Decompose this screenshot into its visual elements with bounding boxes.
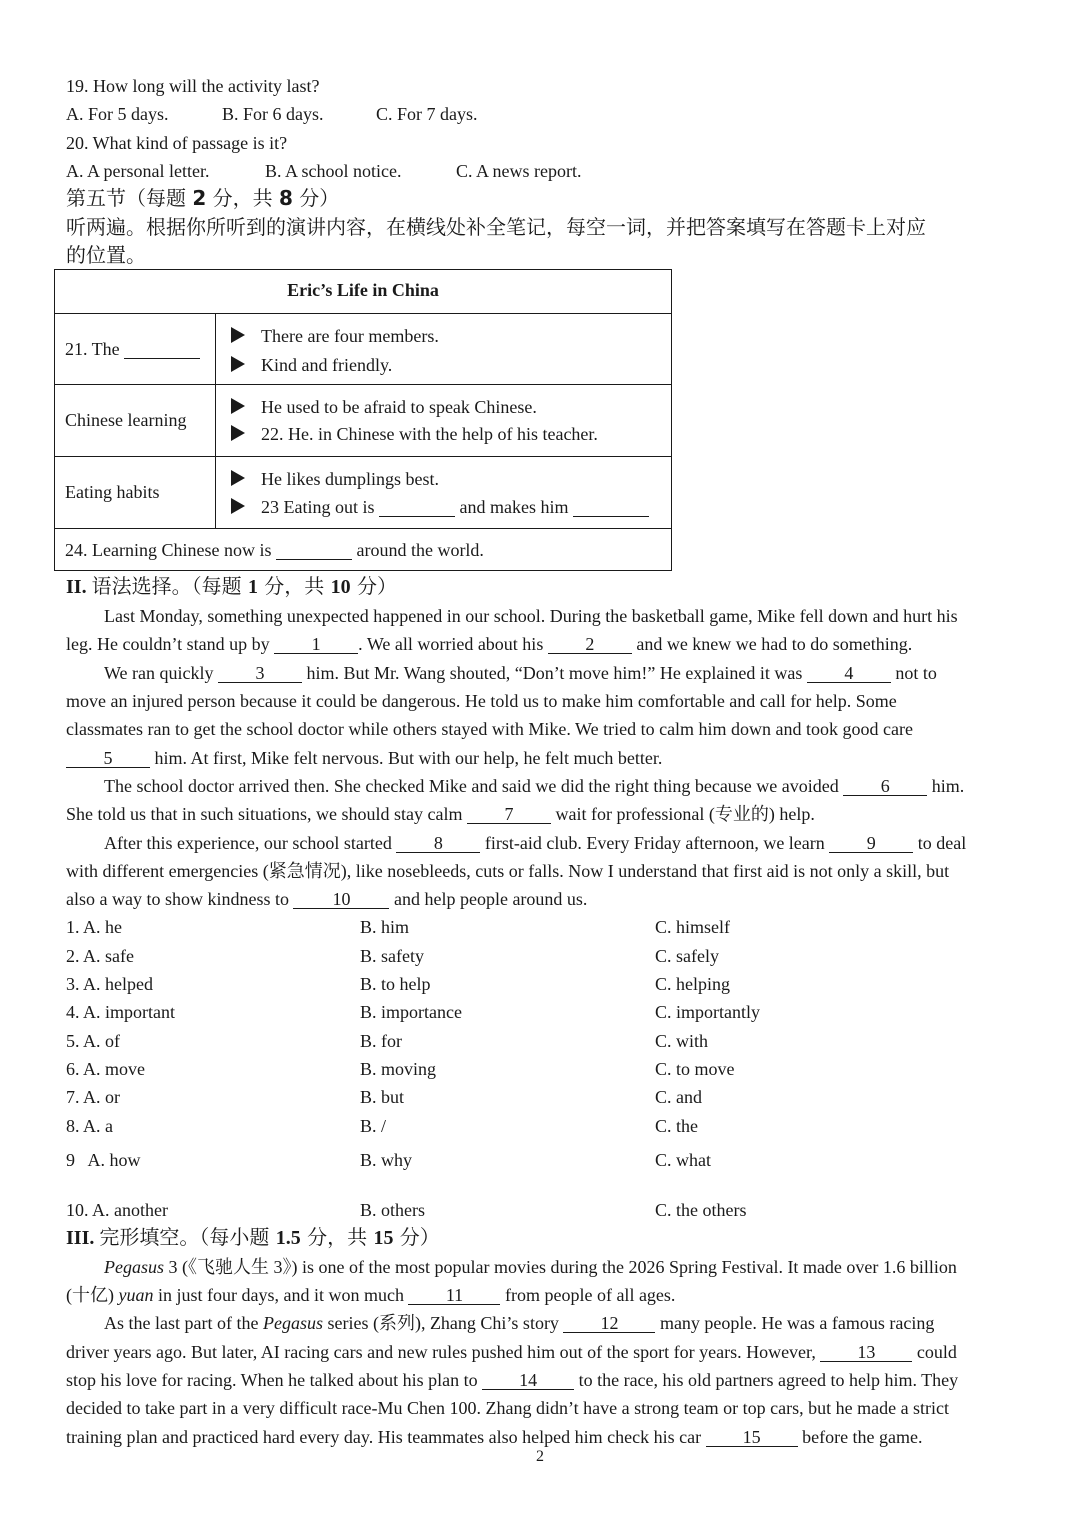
option-1b: B. him	[360, 917, 410, 937]
blank-1: 1	[274, 635, 358, 654]
row1-bullet-2: Kind and friendly.	[231, 353, 392, 377]
q20-question: 20. What kind of passage is it?	[66, 133, 288, 153]
option-10a: 10. A. another	[66, 1200, 168, 1220]
option-7c: C. and	[655, 1087, 702, 1107]
row2-bullet-1: He used to be afraid to speak Chinese.	[231, 395, 537, 419]
section5-title: 第五节（每题 2 分，共 8 分）	[66, 186, 340, 210]
blank-11: 11	[408, 1286, 500, 1305]
part2-title: II. 语法选择。（每题 1 分，共 10 分）	[66, 574, 398, 598]
option-5a: 5. A. of	[66, 1031, 120, 1051]
blank-8: 8	[396, 834, 480, 853]
part3-p2-line1: As the last part of the Pegasus series (系列), Zhang Chi’s story 12 many people. He was a famous racing	[104, 1313, 935, 1333]
blank-9: 9	[829, 834, 913, 853]
triangle-bullet-icon	[231, 327, 245, 343]
table-divider	[215, 314, 216, 385]
option-3b: B. to help	[360, 974, 431, 994]
part2-p4-line2: with different emergencies (紧急情况), like nosebleeds, cuts or falls. Now I understand that first aid is not only a skill, but	[66, 861, 950, 881]
blank-5: 5	[66, 749, 150, 768]
blank-10: 10	[293, 890, 389, 909]
option-8b: B. /	[360, 1116, 387, 1136]
option-2a: 2. A. safe	[66, 946, 134, 966]
option-7a: 7. A. or	[66, 1087, 120, 1107]
option-6a: 6. A. move	[66, 1059, 145, 1079]
option-3c: C. helping	[655, 974, 730, 994]
row3-bullet-2: 23 Eating out is and makes him	[231, 495, 649, 519]
option-9a: 9 A. how	[66, 1150, 141, 1170]
option-10b: B. others	[360, 1200, 425, 1220]
blank-15: 15	[706, 1428, 798, 1447]
q20-option-a: A. A personal letter.	[66, 161, 210, 181]
part3-p2-line2: driver years ago. But later, AI racing cars and new rules pushed him out of the sport for years. However, 13 could	[66, 1342, 957, 1362]
table-row-chinese-learning	[55, 384, 671, 456]
q19-question: 19. How long will the activity last?	[66, 76, 320, 96]
blank-23a	[379, 498, 455, 517]
part2-p1-line1: Last Monday, something unexpected happened in our school. During the basketball game, Mike fell down and hurt his	[104, 606, 958, 626]
triangle-bullet-icon	[231, 470, 245, 486]
table-divider	[215, 385, 216, 457]
option-4b: B. importance	[360, 1002, 462, 1022]
part2-p4-line3: also a way to show kindness to 10 and help people around us.	[66, 889, 588, 909]
blank-4: 4	[807, 664, 891, 683]
blank-6: 6	[843, 777, 927, 796]
table-row-24	[55, 528, 671, 570]
table-row-family	[55, 313, 671, 384]
part3-p2-line3: stop his love for racing. When he talked about his plan to 14 to the race, his old partners agreed to help him. They	[66, 1370, 959, 1390]
part2-p4-line1: After this experience, our school started 8 first-aid club. Every Friday afternoon, we learn 9 to deal	[104, 833, 967, 853]
q19-option-a: A. For 5 days.	[66, 104, 169, 124]
triangle-bullet-icon	[231, 356, 245, 372]
option-6b: B. moving	[360, 1059, 437, 1079]
option-8a: 8. A. a	[66, 1116, 113, 1136]
table-row-eating-habits	[55, 456, 671, 528]
part2-p3-line1: The school doctor arrived then. She checked Mike and said we did the right thing because we avoided 6 him.	[104, 776, 965, 796]
blank-3: 3	[218, 664, 302, 683]
triangle-bullet-icon	[231, 425, 245, 441]
row1-bullet-1: There are four members.	[231, 324, 439, 348]
section5-instruction-2: 的位置。	[66, 243, 146, 267]
table-divider	[215, 457, 216, 529]
part2-p2-line2: move an injured person because it could be dangerous. He told us to make him comfortable and call for help. Some	[66, 691, 897, 711]
blank-24	[276, 541, 352, 560]
row3-label: Eating habits	[65, 482, 160, 502]
row2-label: Chinese learning	[65, 410, 187, 430]
blank-7: 7	[467, 805, 551, 824]
option-7b: B. but	[360, 1087, 405, 1107]
blank-23b	[573, 498, 649, 517]
part2-p2-line4: 5 him. At first, Mike felt nervous. But with our help, he felt much better.	[66, 746, 662, 770]
option-10c: C. the others	[655, 1200, 747, 1220]
option-2b: B. safety	[360, 946, 424, 966]
q19-option-b: B. For 6 days.	[222, 104, 324, 124]
triangle-bullet-icon	[231, 498, 245, 514]
section5-instruction-1: 听两遍。根据你所听到的演讲内容，在横线处补全笔记，每空一词，并把答案填写在答题卡上对应	[66, 215, 926, 239]
row2-bullet-2: 22. He. in Chinese with the help of his teacher.	[231, 422, 598, 446]
part3-p1-line2: (十亿) yuan in just four days, and it won much 11 from people of all ages.	[66, 1285, 676, 1305]
row4-text: 24. Learning Chinese now is around the world.	[65, 540, 484, 560]
triangle-bullet-icon	[231, 398, 245, 414]
option-9c: C. what	[655, 1150, 711, 1170]
q20-option-c: C. A news report.	[456, 161, 582, 181]
option-8c: C. the	[655, 1116, 698, 1136]
part2-p1-line2: leg. He couldn’t stand up by 1 . We all worried about his 2 and we knew we had to do something.	[66, 634, 913, 654]
option-9b: B. why	[360, 1150, 413, 1170]
notes-table	[54, 269, 672, 571]
option-1a: 1. A. he	[66, 917, 122, 937]
blank-2: 2	[548, 635, 632, 654]
q20-option-b: B. A school notice.	[265, 161, 402, 181]
part3-title: III. 完形填空。（每小题 1.5 分，共 15 分）	[66, 1225, 440, 1249]
notes-table-title: Eric’s Life in China	[287, 280, 439, 300]
option-1c: C. himself	[655, 917, 730, 937]
option-6c: C. to move	[655, 1059, 735, 1079]
part2-p3-line2: She told us that in such situations, we should stay calm 7 wait for professional (专业的) help.	[66, 804, 815, 824]
part3-p2-line4: decided to take part in a very difficult race-Mu Chen 100. Zhang didn’t have a strong team or top cars, but he made a strict	[66, 1398, 950, 1418]
row3-bullet-1: He likes dumplings best.	[231, 467, 439, 491]
part3-p1-line1: Pegasus 3 (《飞驰人生 3》) is one of the most popular movies during the 2026 Spring Festival. It made over 1.6 billion	[104, 1257, 957, 1277]
option-5c: C. with	[655, 1031, 709, 1051]
option-3a: 3. A. helped	[66, 974, 153, 994]
page-number: 2	[536, 1448, 544, 1465]
part2-p2-line3: classmates ran to get the school doctor while others stayed with Mike. We tried to calm him down and took good care	[66, 719, 914, 739]
option-4c: C. importantly	[655, 1002, 760, 1022]
option-4a: 4. A. important	[66, 1002, 175, 1022]
blank-21	[124, 340, 200, 359]
option-5b: B. for	[360, 1031, 402, 1051]
part2-p2-line1: We ran quickly 3 him. But Mr. Wang shouted, “Don’t move him!” He explained it was 4 not to	[104, 663, 937, 683]
blank-14: 14	[482, 1371, 574, 1390]
part3-p2-line5: training plan and practiced hard every day. His teammates also helped him check his car 15 before the game.	[66, 1427, 923, 1447]
q19-option-c: C. For 7 days.	[376, 104, 478, 124]
row1-label: 21. The	[65, 337, 200, 361]
option-2c: C. safely	[655, 946, 719, 966]
blank-13: 13	[820, 1343, 912, 1362]
blank-12: 12	[563, 1314, 655, 1333]
